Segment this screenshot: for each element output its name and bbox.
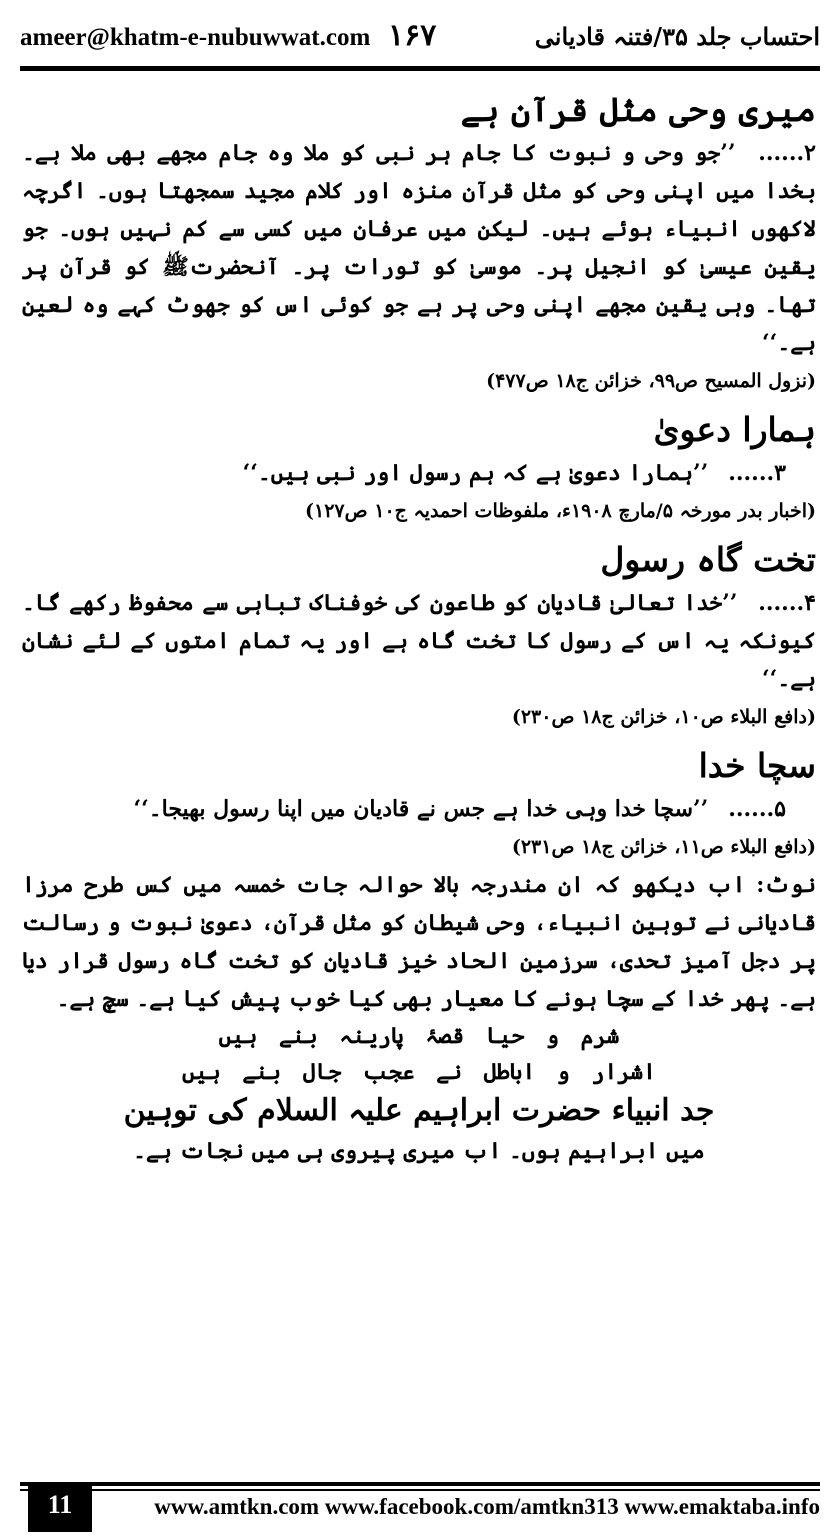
verse-line-1: شرم و حیا قصۂ پارینہ بنے ہیں <box>218 1023 620 1049</box>
header-title: احتساب جلد ۳۵/فتنہ قادیانی <box>534 22 820 51</box>
section-heading-2: ہمارا دعویٰ <box>653 410 816 449</box>
footer-page-number: 11 <box>28 1482 92 1532</box>
quote-2-text: ’’جو وحی و نبوت کا جام ہر نبی کو ملا وہ جام مجھے بھی ملا ہے۔ بخدا میں اپنی وحی کو مثل قرآن منزہ اور کلام مجید سمجھتا ہوں۔ اگرچہ لاکھوں انبیاء ہوئے ہیں۔ لیکن میں عرفان میں کسی سے کم نہیں ہوں۔ جو یقین عیسیٰ کو انجیل پر۔ موسیٰ کو تورات پر۔ آنحضرتﷺ کو قرآن پر تھا۔ وہی یقین مجھے اپنی وحی پر ہے جو کوئی اس کو جھوٹ کہے وہ لعین ہے۔‘‘ <box>22 140 816 356</box>
quote-3-text: ’’ہمارا دعویٰ ہے کہ ہم رسول اور نبی ہیں۔‘‘ <box>242 460 709 486</box>
page-footer <box>20 1482 820 1536</box>
reference-4: (دافع البلاء ص۱۰، خزائن ج۱۸ ص۲۳۰) <box>511 706 816 728</box>
quote-4 <box>22 584 816 698</box>
footer-links[interactable]: www.amtkn.com www.facebook.com/amtkn313 www.emaktaba.info <box>154 1494 820 1519</box>
quote-4-text: ’’خدا تعالیٰ قادیان کو طاعون کی خوفناک تباہی سے محفوظ رکھے گا۔ کیونکہ یہ اس کے رسول کا تخت گاہ ہے اور یہ تمام امتوں کے لئے نشان ہے۔‘‘ <box>22 590 816 692</box>
closing-line: میں ابراہیم ہوں۔ اب میری پیروی ہی میں نجات ہے۔ <box>133 1138 705 1164</box>
footer-divider-thin <box>20 1489 820 1491</box>
section-heading-1: میری وحی مثل قرآن ہے <box>460 90 816 129</box>
section-heading-5: جد انبیاء حضرت ابراہیم علیہ السلام کی توہین <box>123 1093 715 1128</box>
header-page-number: ۱۶۷ <box>388 18 437 53</box>
reference-3: (اخبار بدر مورخہ ۵/مارچ ۱۹۰۸ء، ملفوظات احمدیہ ج۱۰ ص۱۲۷) <box>305 500 816 522</box>
quote-5-text: ’’سچا خدا وہی خدا ہے جس نے قادیان میں اپنا رسول بھیجا۔‘‘ <box>133 796 709 822</box>
item-number-3: ۳...... <box>728 460 786 486</box>
footer-divider <box>20 1482 820 1486</box>
verse-line-2: اشرار و اباطل نے عجب جال بنے ہیں <box>182 1059 656 1085</box>
section-heading-3: تخت گاہ رسول <box>600 540 816 579</box>
header-divider <box>20 66 820 71</box>
item-number-4: ۴...... <box>758 590 816 616</box>
quote-2 <box>22 134 816 362</box>
reference-5: (دافع البلاء ص۱۱، خزائن ج۱۸ ص۲۳۱) <box>511 836 816 858</box>
page-header <box>20 18 820 58</box>
quote-3 <box>22 454 816 492</box>
page-body <box>22 88 816 1170</box>
quote-5 <box>22 790 816 828</box>
section-heading-4: سچا خدا <box>698 746 816 785</box>
item-number-2: ۲...... <box>758 140 816 166</box>
note-paragraph: نوٹ: اب دیکھو کہ ان مندرجہ بالا حوالہ جات خمسہ میں کس طرح مرزا قادیانی نے توہین انبیاء، وحی شیطان کو مثل قرآن، دعویٰ نبوت و رسالت پر دجل آمیز تحدی، سرزمین الحاد خیز قادیان کو تخت گاہ رسول قرار دیا ہے۔ پھر خدا کے سچا ہونے کا معیار بھی کیا خوب پیش کیا ہے۔ سچ ہے۔ <box>22 872 816 1012</box>
item-number-5: ۵...... <box>728 796 786 822</box>
header-email[interactable]: ameer@khatm-e-nubuwwat.com <box>20 24 371 51</box>
reference-2: (نزول المسیح ص۹۹، خزائن ج۱۸ ص۴۷۷) <box>486 370 816 392</box>
